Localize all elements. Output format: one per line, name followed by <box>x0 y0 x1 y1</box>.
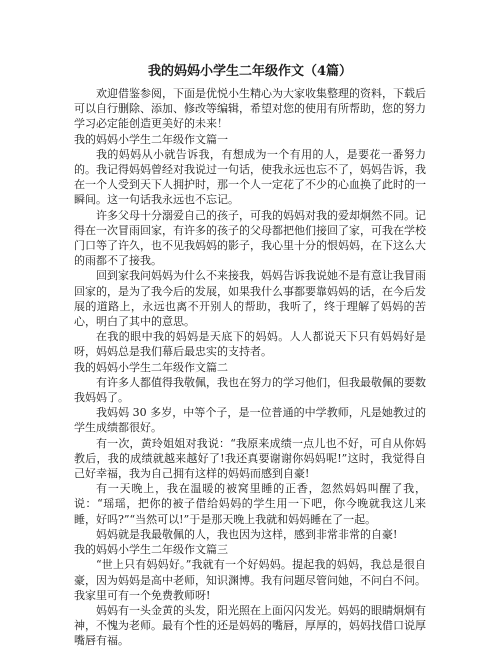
paragraph: “世上只有妈妈好。”我就有一个好妈妈。提起我的妈妈，我总是很自豪，因为妈妈是高中老师，知识渊博。我有问题尽管问她，不问白不问。我家里可有一个免费教师呀! <box>74 558 426 602</box>
paragraph: 有一次，黄玲姐姐对我说：“我原来成绩一点儿也不好，可自从你妈教后，我的成绩就越来越好了!我还真要谢谢你妈妈呢!”这时，我觉得自己好幸福，我为自己拥有这样的妈妈而感到自豪! <box>74 436 426 481</box>
section-heading-3: 我的妈妈小学生二年级作文篇三 <box>74 543 228 557</box>
section-heading-2: 我的妈妈小学生二年级作文篇二 <box>74 360 228 374</box>
paragraph: 回到家我问妈妈为什么不来接我，妈妈告诉我说她不是有意让我冒雨回家的，是为了我今后的发展，如果我什么事都要靠妈妈的话，在今后发展的道路上，永远也离不开别人的帮助，我听了，终于理解了妈妈的苦心，明白了其中的意思。 <box>74 269 426 329</box>
paragraph: 妈妈就是我最敬佩的人，我也因为这样，感到非常非常的自豪! <box>96 527 398 541</box>
intro-paragraph: 欢迎借鉴参阅，下面是优悦小生精心为大家收集整理的资料，下载后可以自行删除、添加、修改等编辑，希望对您的使用有所帮助，您的努力学习必定能创造更美好的未来！ <box>74 87 426 131</box>
paragraph: 在我的眼中我的妈妈是天底下的妈妈。人人都说天下只有妈妈好是呀，妈妈总是我们幕后最忠实的支持者。 <box>74 330 426 359</box>
paragraph: 许多父母十分溺爱自己的孩子，可我的妈妈对我的爱却炯然不同。记得在一次冒雨回家，有许多的孩子的父母都把他们接回了家，可我在学校门口等了许久，也不见我妈妈的影子，我心里十分的恨妈妈，在下这么大的雨都不了接我。 <box>74 208 426 268</box>
paragraph: 我妈妈 30 多岁，中等个子，是一位普通的中学教师，凡是她教过的学生成绩都很好。 <box>74 406 426 435</box>
document-title: 我的妈妈小学生二年级作文（4篇） <box>147 64 353 79</box>
paragraph: 我的妈妈从小就告诉我，有想成为一个有用的人，是要花一番努力的。我记得妈妈曾经对我说过一句话，使我永远也忘不了，妈妈告诉，我在一个人受到天下人拥护时，那一个人一定花了不少的心血换了此时的一瞬间。这一句话我永远也不忘记。 <box>74 147 426 207</box>
paragraph: 有许多人都值得我敬佩，我也在努力的学习他们，但我最敬佩的要数我妈妈了。 <box>74 375 426 405</box>
paragraph: 有一天晚上，我在温暖的被窝里睡的正香，忽然妈妈叫醒了我，说：“瑶瑶，把你的被子借给妈妈的学生用一下吧，你今晚就我这儿来睡，好吗?”“当然可以!”于是那天晚上我就和妈妈睡在了一起。 <box>74 482 426 526</box>
section-heading-1: 我的妈妈小学生二年级作文篇一 <box>74 132 228 146</box>
paragraph: 妈妈有一头金黄的头发，阳光照在上面闪闪发光。妈妈的眼睛炯炯有神，不愧为老师。最有个性的还是妈妈的嘴唇，厚厚的，妈妈找借口说厚嘴唇有福。 <box>74 603 426 648</box>
